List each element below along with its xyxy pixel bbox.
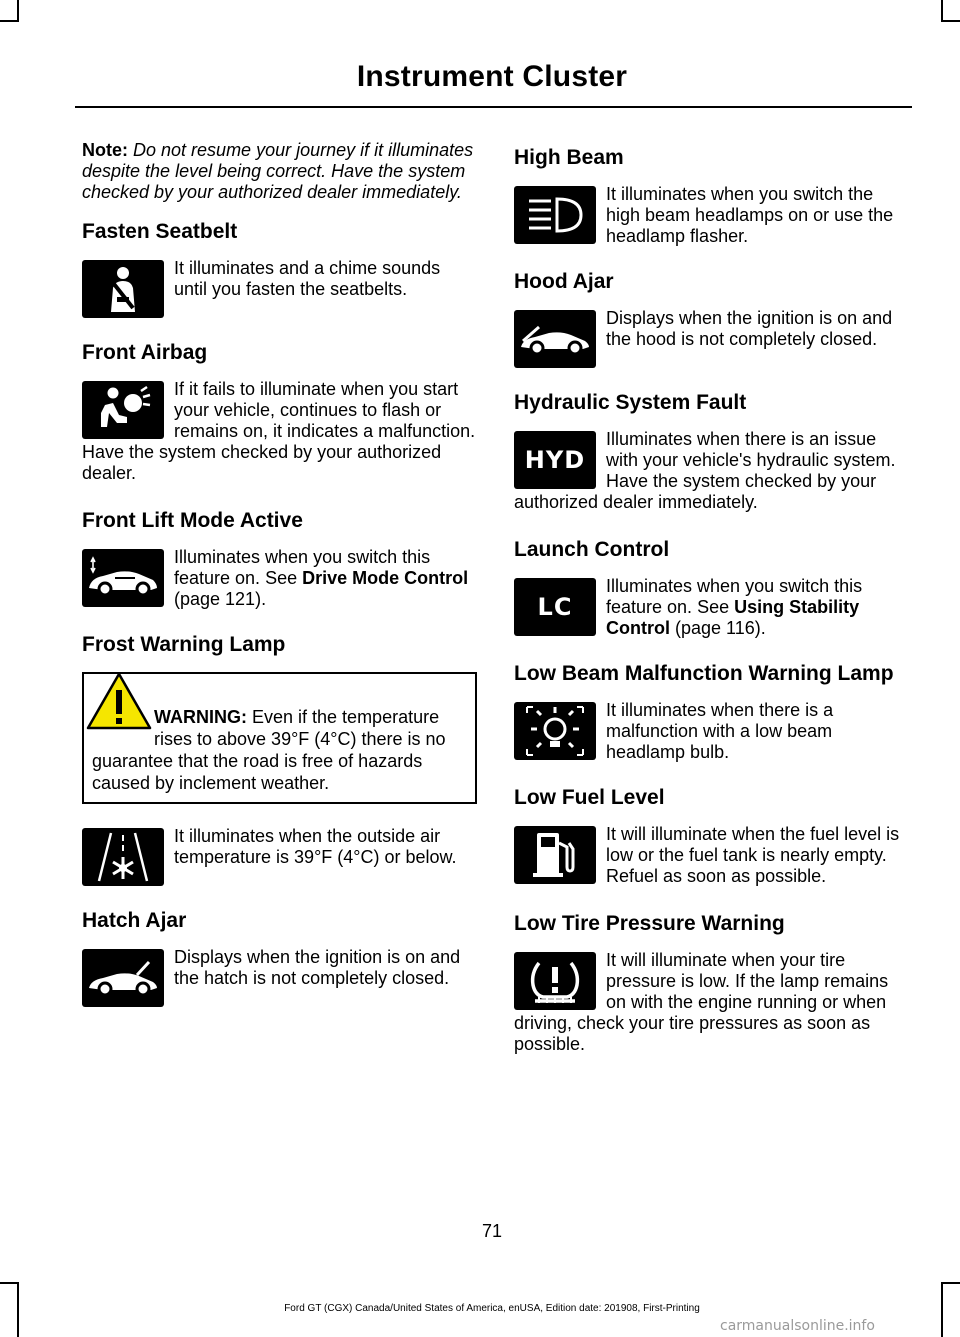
section-title-hydraulic-fault: Hydraulic System Fault [514, 391, 747, 414]
section-text: Illuminates when there is an issue with your vehicle's hydraulic system. Have the system checked by your authorized dealer immediately. [514, 429, 896, 512]
section-text: Illuminates when you switch this feature on. See Drive Mode Control (page 121). [174, 547, 469, 609]
section-title-fasten-seatbelt: Fasten Seatbelt [82, 220, 238, 243]
hatch-open-car-icon [82, 949, 164, 1007]
crop-mark [17, 0, 19, 22]
section-high-beam [514, 184, 909, 247]
section-title-front-airbag: Front Airbag [82, 341, 208, 364]
section-title-frost-warning: Frost Warning Lamp [82, 633, 286, 656]
section-text: It illuminates when there is a malfunction with a low beam headlamp bulb. [606, 700, 834, 762]
section-title-launch-control: Launch Control [514, 538, 670, 561]
right-column [514, 147, 909, 1055]
section-title-hood-ajar: Hood Ajar [514, 270, 614, 293]
note-paragraph [82, 140, 477, 203]
section-text: It will illuminate when the fuel level is low or the fuel tank is nearly empty. Refuel as soon as possible. [606, 824, 900, 886]
note-label: Note: [82, 140, 128, 160]
section-fasten-seatbelt [82, 258, 477, 318]
warning-text: WARNING: Even if the temperature rises to above 39°F (4°C) there is no guarantee that the road is free of hazards caused by inclement weather. [92, 707, 446, 793]
note-text: Do not resume your journey if it illuminates despite the level being correct. Have the system checked by your authorized dealer immediately. [82, 140, 474, 202]
section-low-beam [514, 700, 909, 763]
section-text: It will illuminate when your tire pressure is low. If the lamp remains on with the engine running or when driving, check your tire pressures as soon as possible. [514, 950, 889, 1054]
section-text: If it fails to illuminate when you start your vehicle, continues to flash or remains on, it indicates a malfunction. Have the system checked by your authorized dealer. [82, 379, 476, 483]
high-beam-icon [514, 186, 596, 244]
section-title-tire-pressure: Low Tire Pressure Warning [514, 912, 785, 935]
section-front-lift [82, 547, 477, 610]
page-title: Instrument Cluster [356, 60, 628, 93]
car-lift-icon [82, 549, 164, 607]
crop-mark [941, 20, 960, 22]
section-tire-pressure [514, 950, 909, 1055]
section-hydraulic-fault [514, 429, 909, 513]
section-title-front-lift: Front Lift Mode Active [82, 509, 303, 532]
section-launch-control [514, 576, 909, 639]
section-text: It illuminates and a chime sounds until you fasten the seatbelts. [174, 258, 441, 299]
crop-mark [941, 1282, 960, 1284]
section-low-fuel [514, 824, 909, 887]
fuel-pump-icon [514, 826, 596, 884]
section-text: It illuminates when you switch the high beam headlamps on or use the headlamp flasher. [606, 184, 894, 246]
lc-icon-label: LC [537, 593, 573, 621]
seatbelt-icon [82, 260, 164, 318]
cross-reference-link[interactable]: Drive Mode Control [302, 568, 469, 588]
section-hood-ajar [514, 308, 909, 368]
section-front-airbag [82, 379, 477, 484]
cross-reference-link[interactable]: Using Stability Control [606, 597, 860, 638]
watermark: carmanualsonline.info [720, 1318, 875, 1334]
section-text: Displays when the ignition is on and the hood is not completely closed. [606, 308, 893, 349]
edition-info: Ford GT (CGX) Canada/United States of America, enUSA, Edition date: 201908, First-Printing [284, 1303, 700, 1314]
hyd-icon [514, 431, 596, 489]
section-hatch-ajar [82, 947, 477, 1007]
hyd-icon-label: HYD [524, 446, 586, 474]
section-title-high-beam: High Beam [514, 146, 624, 169]
section-text: It illuminates when the outside air temperature is 39°F (4°C) or below. [174, 826, 457, 867]
warning-box [82, 672, 477, 804]
warning-label: WARNING: [154, 707, 247, 727]
section-title-hatch-ajar: Hatch Ajar [82, 909, 187, 932]
crop-mark [0, 20, 19, 22]
section-title-low-beam: Low Beam Malfunction Warning Lamp [514, 662, 894, 685]
lc-icon [514, 578, 596, 636]
section-frost-warning [82, 826, 477, 886]
header-divider [75, 106, 912, 108]
tire-pressure-icon [514, 952, 596, 1010]
section-title-low-fuel: Low Fuel Level [514, 786, 665, 809]
crop-mark [0, 1282, 19, 1284]
snowflake-road-icon [82, 828, 164, 886]
section-text: Displays when the ignition is on and the hatch is not completely closed. [174, 947, 461, 988]
section-text: Illuminates when you switch this feature on. See Using Stability Control (page 116). [606, 576, 863, 638]
crop-mark [941, 0, 943, 22]
left-column [82, 140, 477, 1007]
airbag-icon [82, 381, 164, 439]
bulb-malfunction-icon [514, 702, 596, 760]
page-number: 71 [481, 1221, 503, 1241]
warning-triangle-icon [86, 672, 152, 730]
hood-open-car-icon [514, 310, 596, 368]
